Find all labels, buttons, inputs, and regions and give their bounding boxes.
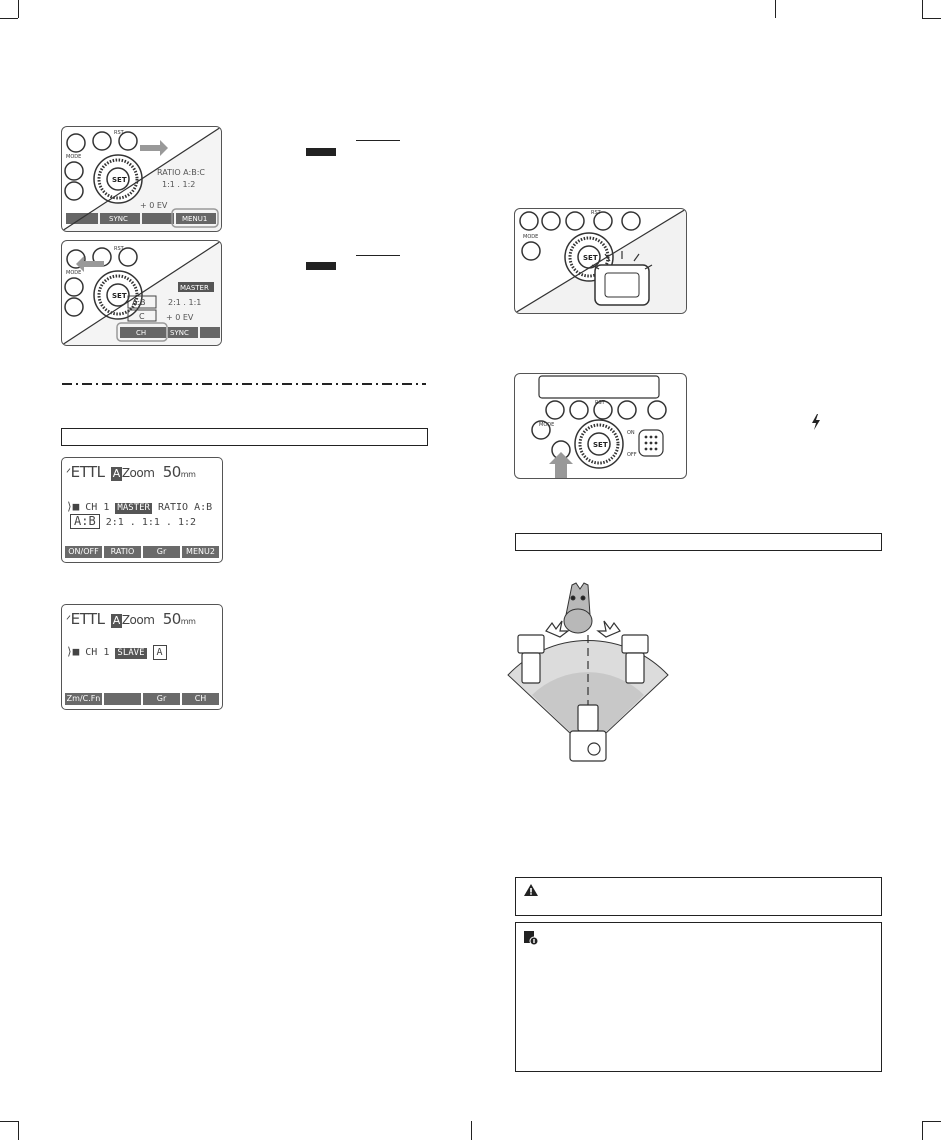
flash-back-illustration-channel	[61, 240, 222, 346]
on-label: ON	[627, 430, 635, 436]
rst-label: RST	[595, 400, 605, 406]
black-tab-marker	[306, 262, 336, 270]
softkey-zm-cfn: Zm/C.Fn	[66, 694, 101, 703]
softkey-on-off: ON/OFF	[65, 546, 102, 558]
wireless-setup-illustration	[500, 565, 680, 770]
softkey-sync: SYNC	[170, 329, 189, 337]
mode-label: MODE	[539, 422, 555, 428]
flash-back-illustration-lamp	[514, 208, 687, 314]
crop-mark	[18, 0, 19, 18]
rst-label: RST	[114, 246, 124, 252]
softkey-arrows	[104, 693, 141, 705]
mode-label: MODE	[66, 270, 82, 276]
crop-mark	[0, 1121, 18, 1122]
ev-value: + 0 EV	[166, 313, 194, 322]
ratio-box: A:B	[70, 514, 100, 529]
softkey-menu2: MENU2	[182, 546, 219, 558]
channel-row: ⟩■ CH 1 MASTER RATIO A:B	[66, 500, 213, 513]
crop-mark	[922, 18, 941, 19]
softkey-sync: SYNC	[109, 215, 128, 223]
note-box	[515, 922, 882, 1072]
ev-value: + 0 EV	[140, 201, 168, 210]
underline-rule	[356, 140, 400, 141]
wireless-icon: ⟩■	[66, 645, 80, 658]
ratio-box: A:B	[132, 298, 146, 307]
mode-label: MODE	[523, 234, 539, 240]
channel-row: ⟩■ CH 1 SLAVE A	[66, 645, 167, 660]
lcd-master-screen	[61, 457, 223, 563]
lcd-slave-screen	[61, 604, 223, 710]
dash-dot-separator	[62, 382, 426, 386]
master-chip: MASTER	[117, 503, 150, 513]
crop-mark	[922, 0, 923, 18]
slave-chip: SLAVE	[117, 648, 145, 658]
note-icon	[524, 931, 538, 945]
ettl-mode-label: ᐟETTL A Zoom 50mm	[66, 463, 196, 481]
wireless-icon: ⟩■	[66, 500, 80, 513]
flash-back-illustration-test-button	[514, 373, 687, 479]
master-chip: MASTER	[180, 284, 209, 292]
crop-mark	[471, 1121, 472, 1140]
set-button-label: SET	[583, 254, 598, 262]
underline-rule	[356, 255, 400, 256]
ratio-text: RATIO A:B:C	[157, 168, 205, 177]
warning-icon	[524, 884, 538, 896]
crop-mark	[18, 1121, 19, 1140]
section-heading-box	[61, 428, 428, 446]
ettl-mode-label: ᐟETTL A Zoom 50mm	[66, 610, 196, 628]
set-button-label: SET	[112, 292, 127, 300]
caution-box	[515, 877, 882, 916]
softkey-bar	[65, 693, 219, 705]
set-button-label: SET	[112, 176, 127, 184]
ratio-values: 2:1 . 1:1 . 1:2	[105, 517, 197, 528]
ratio-values: 1:1 . 1:2	[162, 180, 196, 189]
section-heading-box	[515, 533, 882, 551]
flash-back-illustration-menu	[61, 126, 222, 232]
softkey-menu1: MENU1	[182, 215, 208, 223]
ratio-label: RATIO A:B	[157, 502, 213, 513]
ratio-values: 2:1 . 1:1	[168, 298, 202, 307]
set-button-label: SET	[593, 441, 608, 449]
crop-mark	[775, 0, 776, 18]
ratio-row	[70, 514, 196, 529]
crop-mark	[922, 1121, 923, 1140]
off-label: OFF	[627, 452, 637, 458]
subject-dog	[564, 583, 592, 633]
softkey-gr: Gr	[143, 546, 180, 558]
crop-mark	[922, 1121, 941, 1122]
softkey-bar	[65, 546, 219, 558]
rst-label: RST	[591, 210, 601, 216]
softkey-ch: CH	[136, 329, 147, 337]
crop-mark	[0, 18, 18, 19]
flash-icon	[811, 414, 821, 430]
black-tab-marker	[306, 148, 336, 156]
mode-label: MODE	[66, 154, 82, 160]
group-box: A	[153, 645, 167, 660]
group-c: C	[139, 312, 145, 321]
softkey-ratio: RATIO	[104, 546, 141, 558]
rst-label: RST	[114, 130, 124, 136]
softkey-ch: CH	[182, 693, 219, 705]
softkey-gr: Gr	[143, 693, 180, 705]
